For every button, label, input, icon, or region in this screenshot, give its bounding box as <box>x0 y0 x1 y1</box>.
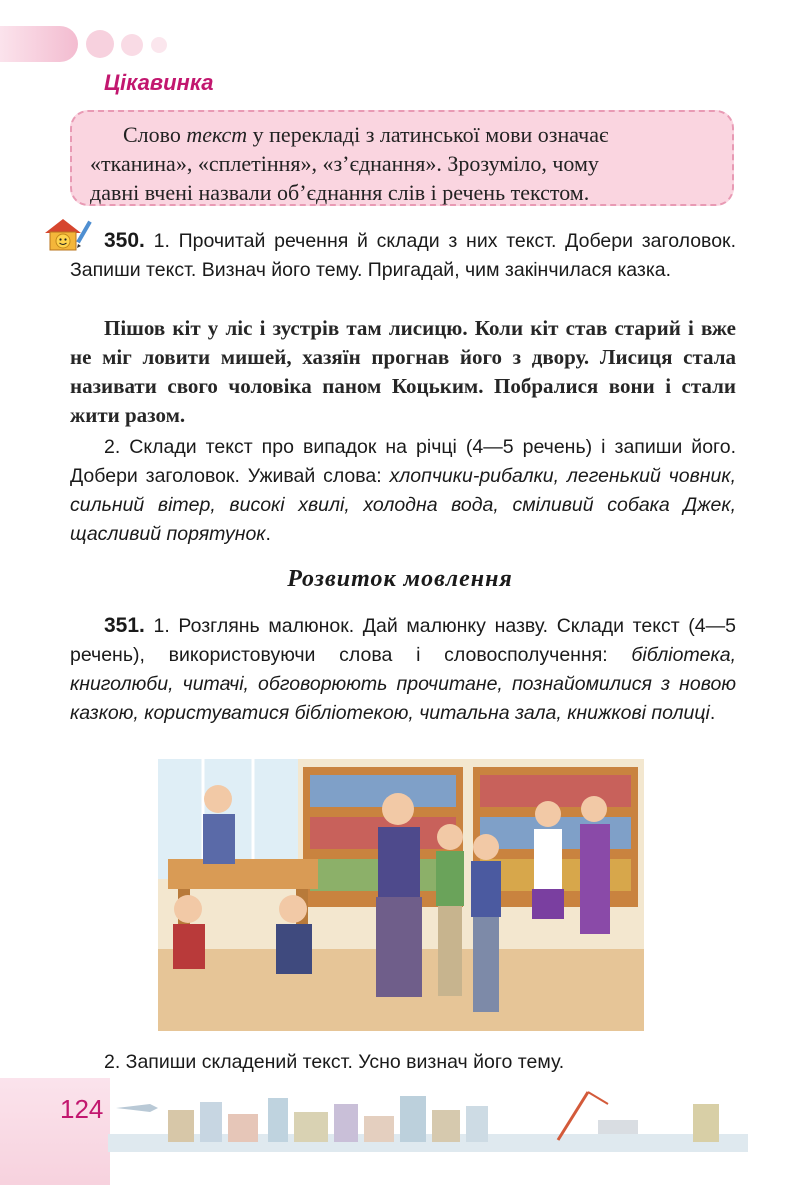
interesting-fact-box <box>70 110 734 206</box>
exercise-350-task-2: 2. Склади текст про випадок на річці (4—5 речень) і запиши його. Добери заголовок. Уживай слова: хлопчики-рибалки, легенький човник, сильний вітер, високі хвилі, холодна вода, сміливий собака Джек, щасливий порятунок. <box>70 436 737 545</box>
header-dot <box>86 30 114 58</box>
city-skyline-decoration <box>108 1090 748 1152</box>
exercise-351-task-1: 351. 1. Розглянь малюнок. Дай малюнку назву. Склади текст (4—5 речень), використовуючи слова і словосполучення: бібліотека, книголюби, читачі, обговорюють прочитане, познайомилися з новою казкою, користуватися бібліотекою, читальна зала, книжкові полиці. <box>70 614 736 724</box>
header-dot <box>151 37 167 53</box>
header-tab-decoration <box>0 26 78 62</box>
exercise-350-task-1: 350. 1. Прочитай речення й склади з них текст. Добери заголовок. Запиши текст. Визнач його тему. Пригадай, чим закінчилася казка. <box>70 229 736 281</box>
exercise-350-sentences: Пішов кіт у ліс і зустрів там лисицю. Коли кіт став старий і вже не міг ловити мишей, хазяїн прогнав його з двору. Лисиця стала називати свого чоловіка паном Коцьким. Побралися вони і стали жити разом. <box>70 316 736 427</box>
header-dot <box>121 34 143 56</box>
exercise-351-task-2: 2. Запиши складений текст. Усно визнач його тему. <box>104 1051 565 1073</box>
section-title: Розвиток мовлення <box>287 566 513 592</box>
interesting-fact-heading: Цікавинка <box>104 70 214 95</box>
library-illustration <box>158 759 644 1031</box>
fact-text: Слово текст у перекладі з латинської мови означає «тканина», «сплетіння», «з’єднання». Зрозуміло, чому давні вчені назвали об’єднання слів і речень текстом. <box>90 122 609 205</box>
page-number: 124 <box>60 1094 104 1124</box>
